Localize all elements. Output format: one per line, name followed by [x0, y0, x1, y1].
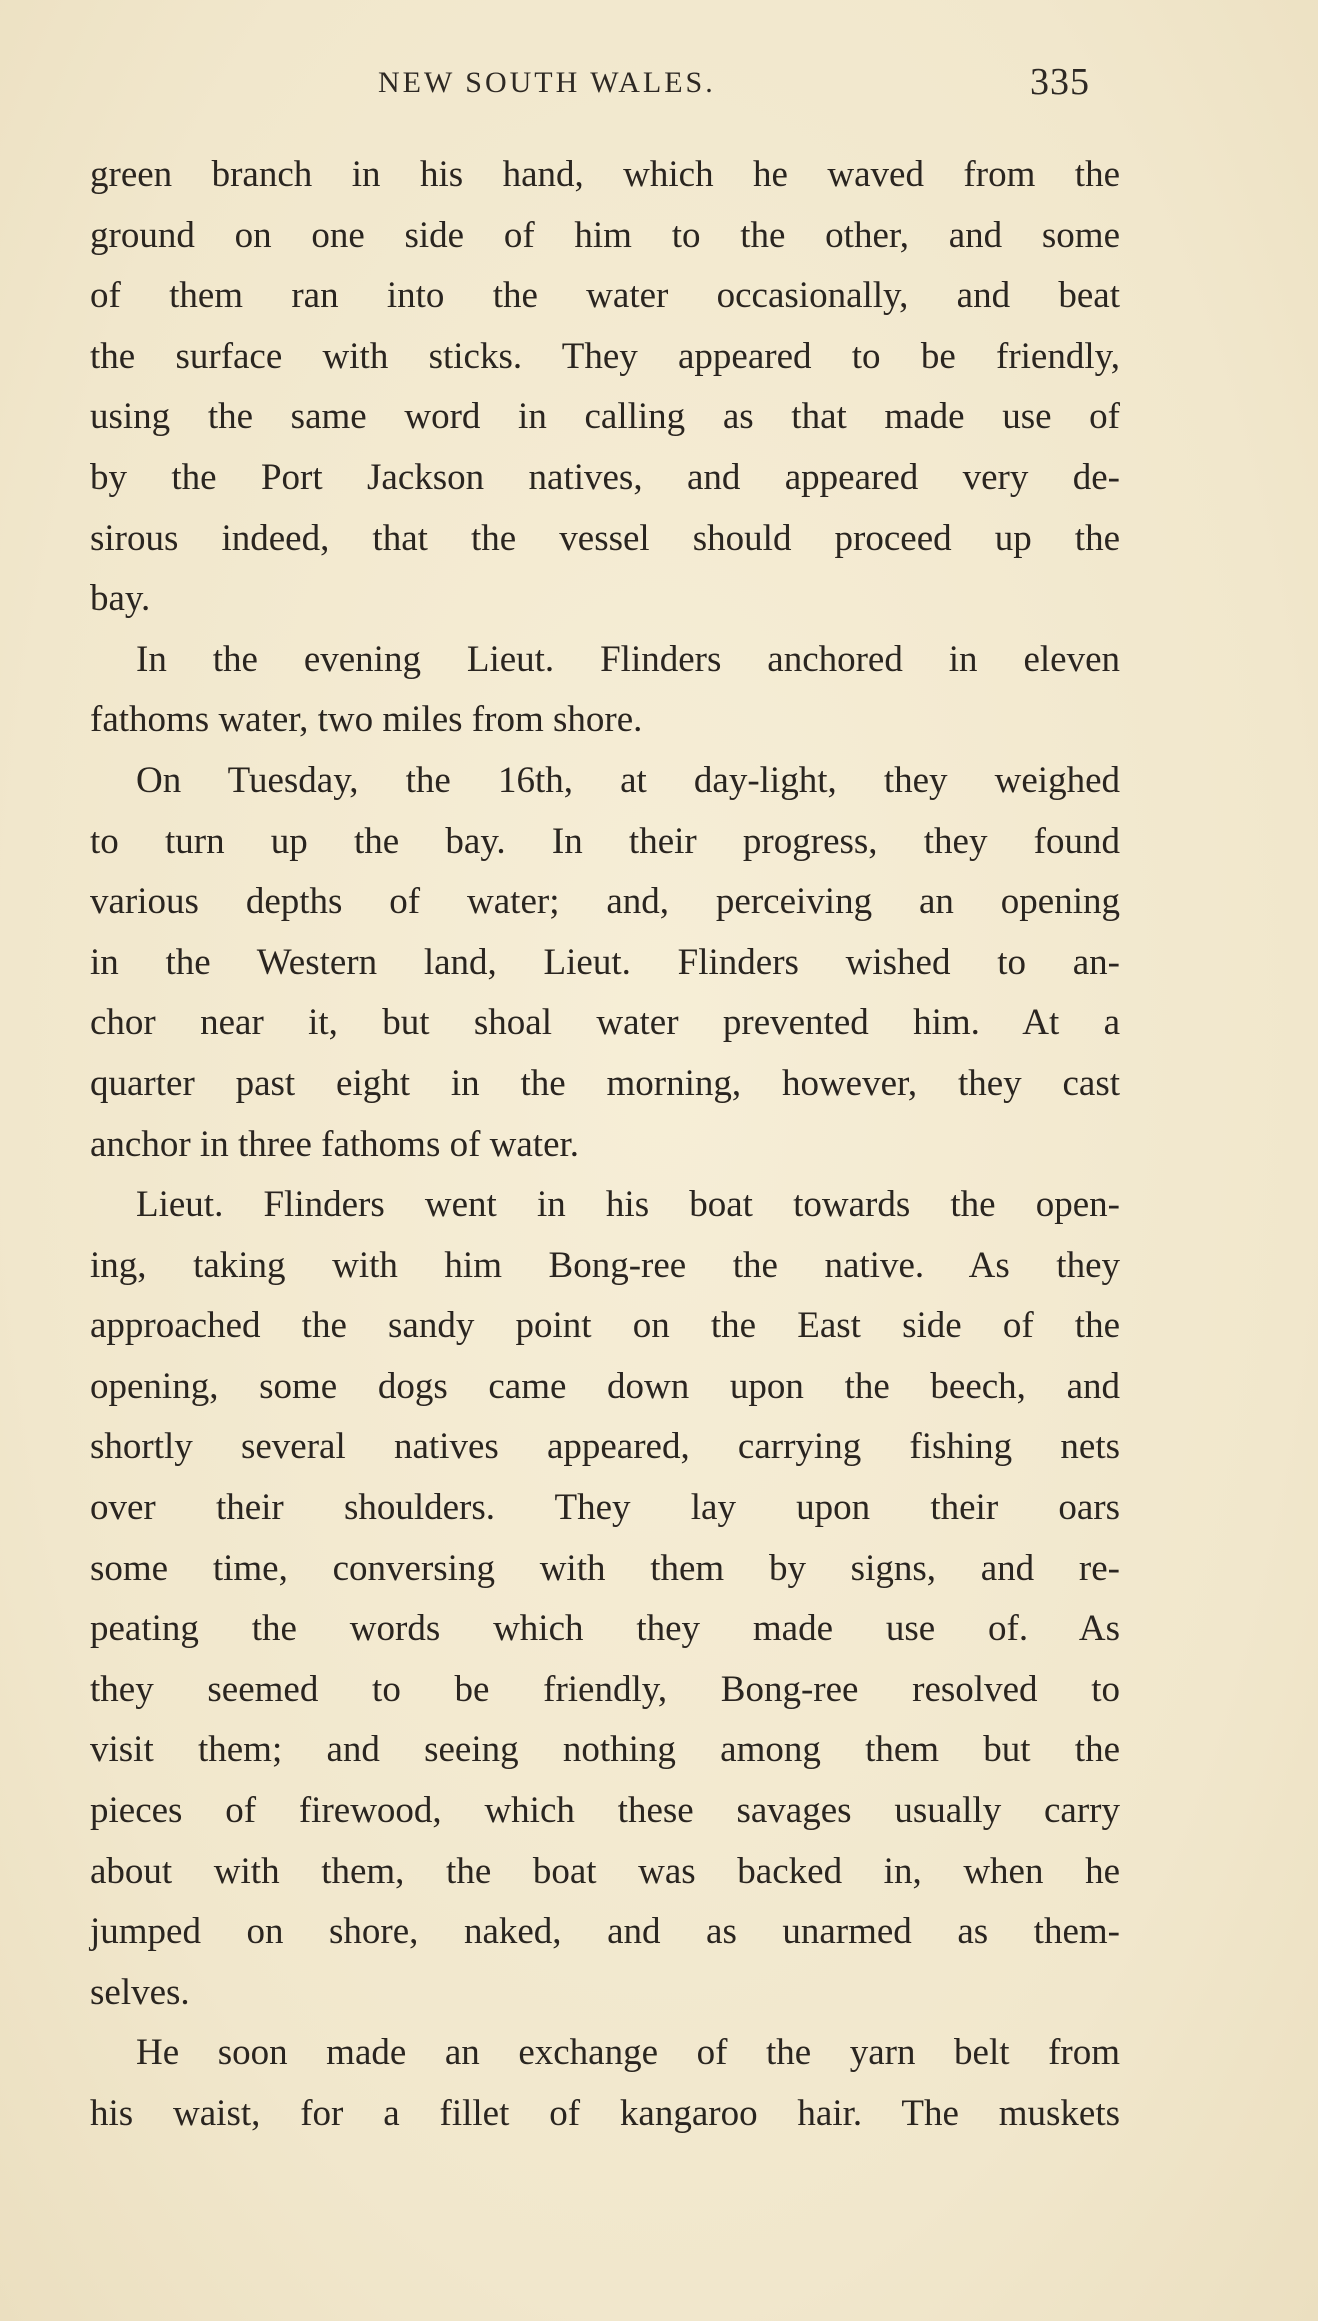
text-line: opening, some dogs came down upon the beech, and: [90, 1365, 1120, 1407]
page-number: 335: [1030, 61, 1090, 103]
paragraph-end-line: bay.: [90, 578, 151, 620]
text-line: some time, conversing with them by signs, and re-: [90, 1547, 1120, 1589]
text-line: quarter past eight in the morning, however, they cast: [90, 1062, 1120, 1104]
running-head: NEW SOUTH WALES.: [378, 66, 716, 99]
text-line: approached the sandy point on the East side of the: [90, 1305, 1120, 1347]
page-header: [0, 61, 1318, 116]
text-line: ground on one side of him to the other, and some: [90, 214, 1120, 256]
text-line: in the Western land, Lieut. Flinders wished to an-: [90, 941, 1120, 983]
paragraph-end-line: anchor in three fathoms of water.: [90, 1123, 580, 1165]
paragraph-first-line: He soon made an exchange of the yarn belt from: [136, 2032, 1120, 2074]
text-line: green branch in his hand, which he waved from the: [90, 154, 1120, 195]
text-line: pieces of firewood, which these savages usually carry: [90, 1790, 1120, 1832]
body-text: [90, 145, 1120, 2145]
text-line: to turn up the bay. In their progress, they found: [90, 820, 1120, 862]
text-line: they seemed to be friendly, Bong-ree resolved to: [90, 1668, 1120, 1710]
text-line: the surface with sticks. They appeared to be friendly,: [90, 335, 1120, 377]
text-line: shortly several natives appeared, carrying fishing nets: [90, 1426, 1120, 1468]
text-line: about with them, the boat was backed in, when he: [90, 1850, 1120, 1892]
text-line: sirous indeed, that the vessel should proceed up the: [90, 517, 1120, 559]
text-line: chor near it, but shoal water prevented him. At a: [90, 1002, 1120, 1044]
text-line: jumped on shore, naked, and as unarmed as them-: [90, 1911, 1120, 1953]
paragraph-first-line: On Tuesday, the 16th, at day-light, they weighed: [136, 759, 1120, 801]
text-line: various depths of water; and, perceiving an opening: [90, 881, 1120, 923]
paragraph-first-line: In the evening Lieut. Flinders anchored in eleven: [136, 638, 1120, 680]
text-line: using the same word in calling as that made use of: [90, 396, 1120, 438]
paragraph-end-line: fathoms water, two miles from shore.: [90, 699, 643, 741]
text-line: over their shoulders. They lay upon their oars: [90, 1487, 1120, 1529]
text-line: visit them; and seeing nothing among them but the: [90, 1729, 1120, 1771]
paragraph-first-line: Lieut. Flinders went in his boat towards the open-: [136, 1184, 1120, 1226]
text-line: peating the words which they made use of. As: [90, 1608, 1120, 1650]
text-line: his waist, for a fillet of kangaroo hair. The muskets: [90, 2093, 1120, 2134]
text-line: of them ran into the water occasionally, and beat: [90, 275, 1120, 317]
text-line: by the Port Jackson natives, and appeared very de-: [90, 456, 1120, 498]
text-line: ing, taking with him Bong-ree the native. As they: [90, 1244, 1120, 1286]
paragraph-end-line: selves.: [90, 1971, 190, 2013]
